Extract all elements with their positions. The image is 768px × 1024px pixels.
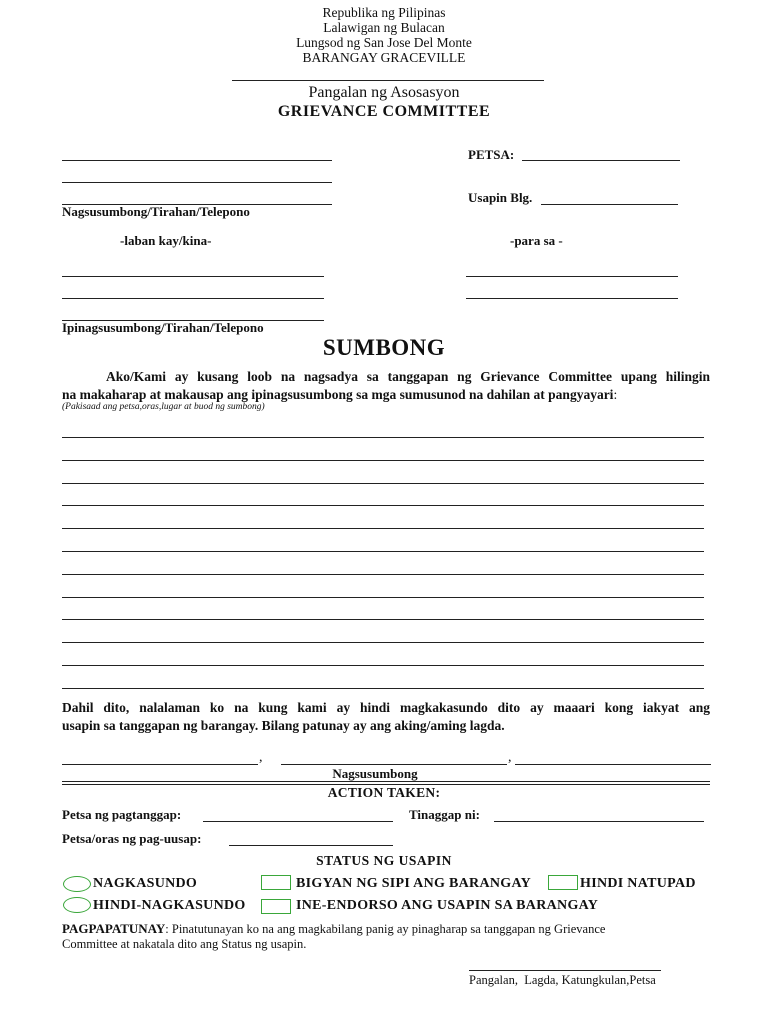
closing-line-2: usapin sa tanggapan ng barangay. Bilang patunay ay ang aking/aming lagda.: [62, 718, 505, 733]
respondent-line-1[interactable]: [62, 276, 324, 277]
complainant-line-2[interactable]: [62, 182, 332, 183]
complaint-title: SUMBONG: [322, 335, 446, 360]
certification-line-2: Committee at nakatala dito ang Status ng usapin.: [62, 937, 307, 951]
case-number-label: Usapin Blg.: [468, 190, 533, 205]
certifier-signature-caption: Pangalan, Lagda, Katungkulan,Petsa: [469, 973, 656, 987]
for-line-1[interactable]: [466, 276, 678, 277]
complaint-writing-line[interactable]: [62, 574, 704, 575]
certification-text-1: : Pinatutunayan ko na ang magkabilang panig ay pinagharap sa tanggapan ng Grievance: [165, 922, 606, 936]
complaint-writing-line[interactable]: [62, 665, 704, 666]
complaint-writing-line[interactable]: [62, 483, 704, 484]
meeting-date-label: Petsa/oras ng pag-uusap:: [62, 831, 202, 846]
settled-label: NAGKASUNDO: [93, 876, 198, 891]
status-title: STATUS NG USAPIN: [316, 853, 452, 868]
signature-comma-2: ,: [508, 750, 512, 765]
complaint-instruction-note: (Pakisaad ang petsa,oras,lugar at buod ng sumbong): [62, 402, 265, 412]
meeting-date-field[interactable]: [229, 845, 393, 846]
date-field[interactable]: [522, 160, 680, 161]
divider-top: [62, 781, 710, 782]
signature-comma-1: ,: [259, 750, 263, 765]
received-by-label: Tinaggap ni:: [409, 807, 480, 822]
barangay-heading: BARANGAY GRACEVILLE: [302, 50, 466, 65]
complaint-writing-line[interactable]: [62, 688, 704, 689]
for-label: -para sa -: [510, 233, 563, 248]
signature-line-2[interactable]: [281, 764, 507, 765]
not-fulfilled-label: HINDI NATUPAD: [580, 876, 696, 891]
complaint-writing-line[interactable]: [62, 437, 704, 438]
case-number-field[interactable]: [541, 204, 678, 205]
for-line-2[interactable]: [466, 298, 678, 299]
not-settled-label: HINDI-NAGKASUNDO: [93, 898, 246, 913]
closing-line-1: Dahil dito, nalalaman ko na kung kami ay hindi magkakasundo dito ay maaari kong iakyat ang: [62, 700, 710, 715]
complainant-signature-label: Nagsusumbong: [332, 766, 418, 781]
complaint-intro-line-1: Ako/Kami ay kusang loob na nagsadya sa tanggapan ng Grievance Committee upang hilingin: [106, 369, 710, 384]
against-label: -laban kay/kina-: [120, 233, 212, 248]
complainant-label: Nagsusumbong/Tirahan/Telepono: [62, 204, 250, 219]
received-date-label: Petsa ng pagtanggap:: [62, 807, 182, 822]
settled-radio[interactable]: [63, 876, 91, 892]
complainant-line-1[interactable]: [62, 160, 332, 161]
closing-statement: [62, 699, 710, 735]
complaint-writing-line[interactable]: [62, 505, 704, 506]
not-fulfilled-checkbox[interactable]: [548, 875, 578, 890]
complaint-writing-line[interactable]: [62, 551, 704, 552]
committee-title: GRIEVANCE COMMITTEE: [277, 103, 491, 120]
certification-line-1: [62, 921, 722, 937]
date-label: PETSA:: [468, 147, 515, 162]
association-label: Pangalan ng Asosasyon: [308, 84, 460, 101]
complaint-intro-line-2-text: na makaharap at makausap ang ipinagsusumbong sa mga sumusunod na dahilan at pangyayari: [62, 387, 614, 402]
complaint-intro-colon: :: [613, 387, 618, 402]
received-by-field[interactable]: [494, 821, 704, 822]
endorse-label: INE-ENDORSO ANG USAPIN SA BARANGAY: [296, 898, 599, 913]
certification-title: PAGPAPATUNAY: [62, 921, 166, 936]
complaint-writing-line[interactable]: [62, 460, 704, 461]
complaint-writing-line[interactable]: [62, 597, 704, 598]
republic-heading: Republika ng Pilipinas: [322, 5, 446, 20]
province-heading: Lalawigan ng Bulacan: [323, 20, 445, 35]
certification-paragraph: [62, 921, 722, 952]
complaint-writing-line[interactable]: [62, 528, 704, 529]
signature-line-3[interactable]: [515, 764, 711, 765]
certifier-signature-line[interactable]: [469, 970, 661, 971]
city-heading: Lungsod ng San Jose Del Monte: [296, 35, 472, 50]
copy-to-barangay-label: BIGYAN NG SIPI ANG BARANGAY: [296, 876, 531, 891]
action-taken-title: ACTION TAKEN:: [327, 785, 441, 800]
endorse-checkbox[interactable]: [261, 899, 291, 914]
signature-line-1[interactable]: [62, 764, 258, 765]
respondent-line-2[interactable]: [62, 298, 324, 299]
complaint-writing-line[interactable]: [62, 642, 704, 643]
complaint-writing-line[interactable]: [62, 619, 704, 620]
received-date-field[interactable]: [203, 821, 393, 822]
copy-to-barangay-checkbox[interactable]: [261, 875, 291, 890]
association-name-line: [232, 80, 544, 81]
not-settled-radio[interactable]: [63, 897, 91, 913]
respondent-label: Ipinagsusumbong/Tirahan/Telepono: [62, 320, 264, 335]
complaint-intro: [62, 368, 710, 404]
